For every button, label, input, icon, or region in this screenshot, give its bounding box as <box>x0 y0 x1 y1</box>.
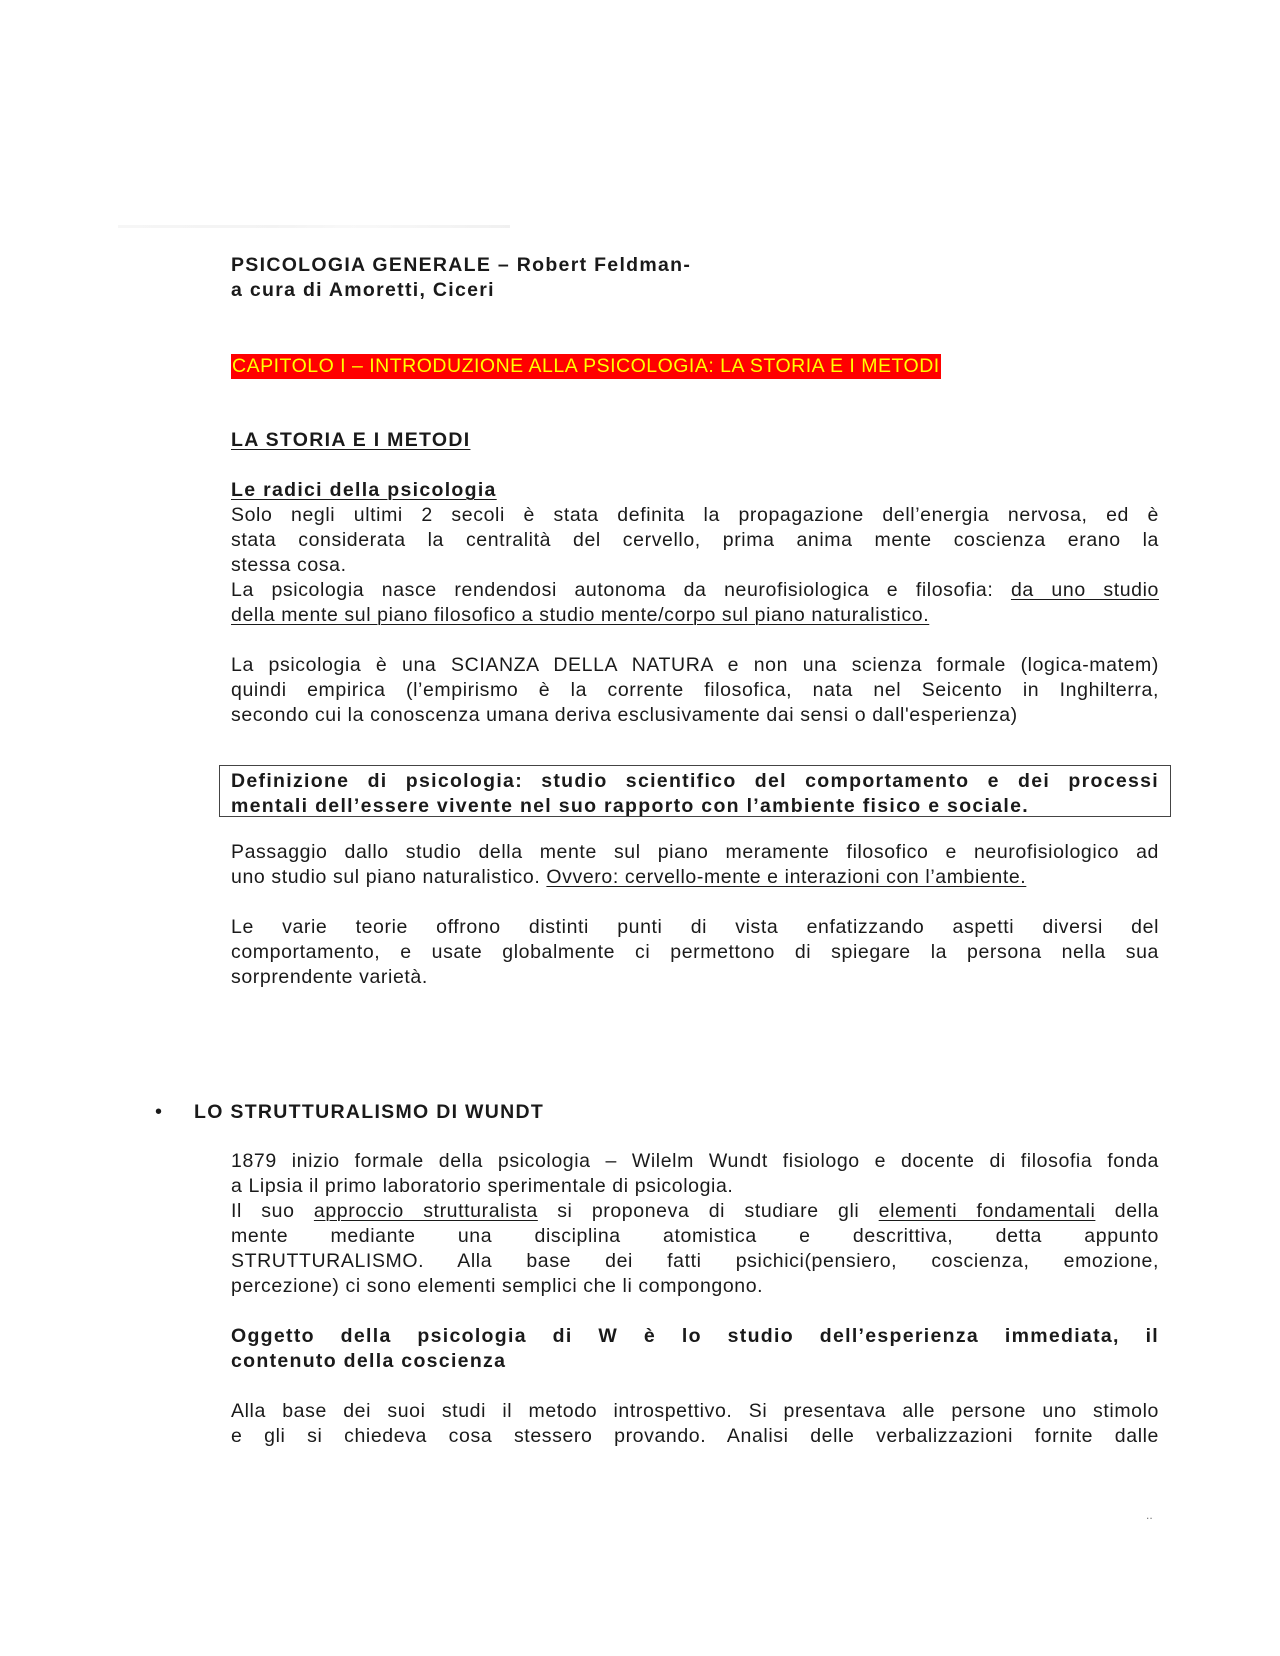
para2-line2 <box>231 603 1159 628</box>
faint-scan-line <box>118 225 510 228</box>
wundt-para2-line3: STRUTTURALISMO. Alla base dei fatti psichici(pensiero, coscienza, emozione, <box>231 1250 1159 1272</box>
para1-line2: stata considerata la centralità del cervello, prima anima mente coscienza erano la <box>231 529 1159 551</box>
wundt-object-line2: contenuto della coscienza <box>231 1350 507 1372</box>
subheading-row <box>231 478 1159 503</box>
doc-title-line2: a cura di Amoretti, Ciceri <box>231 279 495 301</box>
wundt-approccio: approccio strutturalista <box>313 1200 538 1222</box>
para2-plain: La psicologia nasce rendendosi autonoma da neurofisiologica e filosofia: <box>231 579 994 601</box>
definition-box <box>219 765 1171 817</box>
wundt-para2-e: della <box>1114 1200 1159 1222</box>
para2-underlined-a: da uno studio <box>1010 579 1159 601</box>
chapter-heading-row <box>231 354 1159 379</box>
wundt-object-line1: Oggetto della psicologia di W è lo studio dell’esperienza immediata, il <box>231 1325 1159 1347</box>
para1-line3: stessa cosa. <box>231 554 347 576</box>
section-heading-row <box>231 428 1159 453</box>
subheading-radici: Le radici della psicologia <box>231 479 497 501</box>
para4-underlined: Ovvero: cervello-mente e interazioni con l’ambiente. <box>546 866 1027 888</box>
definition-line1: Definizione di psicologia: studio scientifico del comportamento e dei processi <box>231 770 1159 792</box>
para5-line1: Le varie teorie offrono distinti punti di vista enfatizzando aspetti diversi del <box>231 916 1159 938</box>
para2-line1 <box>231 578 1159 603</box>
wundt-para2-a: Il suo <box>231 1200 295 1222</box>
wundt-para1-line2: a Lipsia il primo laboratorio sperimentale di psicologia. <box>231 1175 734 1197</box>
para4-line1: Passaggio dallo studio della mente sul piano meramente filosofico e neurofisiologico ad <box>231 841 1159 863</box>
wundt-para1-line1: 1879 inizio formale della psicologia – Wilelm Wundt fisiologo e docente di filosofia fonda <box>231 1150 1159 1172</box>
para1-line1: Solo negli ultimi 2 secoli è stata definita la propagazione dell’energia nervosa, ed è <box>231 504 1159 526</box>
para4-line2 <box>231 865 1159 890</box>
wundt-para2-c: si proponeva di studiare gli <box>557 1200 860 1222</box>
footer-mark: .. <box>1146 1508 1153 1522</box>
doc-title-line1: PSICOLOGIA GENERALE – Robert Feldman- <box>231 254 692 276</box>
para3-line1: La psicologia è una SCIANZA DELLA NATURA e non una scienza formale (logica-matem) <box>231 654 1159 676</box>
wundt-para2-line1 <box>231 1199 1159 1224</box>
para5-line3: sorprendente varietà. <box>231 966 428 988</box>
wundt-para3-line1: Alla base dei suoi studi il metodo introspettivo. Si presentava alle persone uno stimolo <box>231 1400 1159 1422</box>
para2-underlined-b: della mente sul piano filosofico a studio mente/corpo sul piano naturalistico. <box>231 604 930 626</box>
bullet-icon: • <box>155 1101 163 1123</box>
wundt-elementi: elementi fondamentali <box>878 1200 1096 1222</box>
wundt-para2-line2: mente mediante una disciplina atomistica e descrittiva, detta appunto <box>231 1225 1159 1247</box>
wundt-para2-line4: percezione) ci sono elementi semplici che li compongono. <box>231 1275 764 1297</box>
para5-line2: comportamento, e usate globalmente ci permettono di spiegare la persona nella sua <box>231 941 1159 963</box>
section-heading: LA STORIA E I METODI <box>231 429 471 451</box>
chapter-heading: CAPITOLO I – INTRODUZIONE ALLA PSICOLOGIA: LA STORIA E I METODI <box>232 355 940 377</box>
para3-line2: quindi empirica (l’empirismo è la corrente filosofica, nata nel Seicento in Inghilterra, <box>231 679 1159 701</box>
para3-line3: secondo cui la conoscenza umana deriva esclusivamente dai sensi o dall'esperienza) <box>231 704 1018 726</box>
wundt-title: LO STRUTTURALISMO DI WUNDT <box>194 1101 545 1123</box>
definition-line2: mentali dell’essere vivente nel suo rapporto con l’ambiente fisico e sociale. <box>231 795 1030 817</box>
wundt-para3-line2: e gli si chiedeva cosa stessero provando. Analisi delle verbalizzazioni fornite dalle <box>231 1425 1159 1447</box>
para4-plain: uno studio sul piano naturalistico. <box>231 866 541 888</box>
